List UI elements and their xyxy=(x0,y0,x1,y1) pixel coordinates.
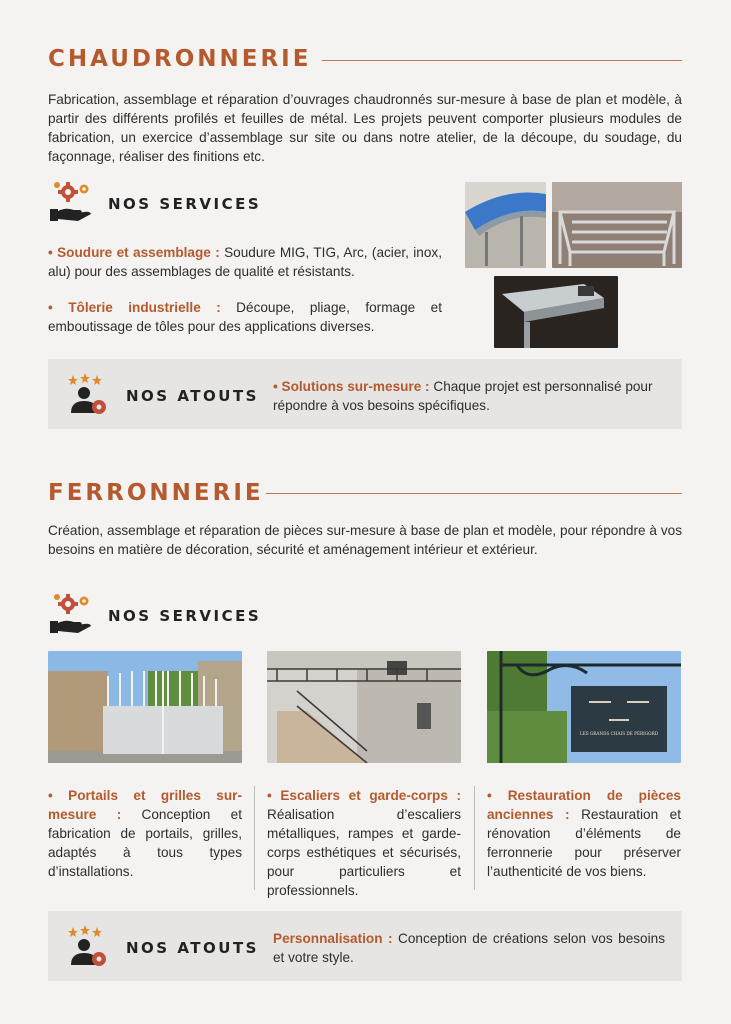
atouts-label: NOS ATOUTS xyxy=(126,387,259,405)
services-label: NOS SERVICES xyxy=(108,194,262,213)
sheet-metal-photo xyxy=(494,276,618,348)
conveyor-photo xyxy=(465,182,546,268)
services-label: NOS SERVICES xyxy=(108,606,262,625)
ferronnerie-intro: Création, assemblage et réparation de pièces sur-mesure à base de plan et modèle, pour répondre à vos besoins en matière de décoration, sécurité et aménagement intérieur et extérieur. xyxy=(48,523,682,557)
column-restauration: • Restauration de pièces anciennes : Restauration et rénovation d’éléments de ferronnerie pour préserver l’authenticité de vos biens. xyxy=(487,788,682,879)
title-rule xyxy=(266,493,682,494)
atouts-label: NOS ATOUTS xyxy=(126,939,259,957)
atouts-text: Personnalisation : Conception de créations selon vos besoins et votre style. xyxy=(273,931,665,965)
gate-photo xyxy=(48,651,242,763)
column-portails: • Portails et grilles sur-mesure : Conception et fabrication de portails, grilles, adaptés à tous types d’installations. xyxy=(48,788,242,879)
gear-hand-icon xyxy=(48,179,94,228)
service-item: • Soudure et assemblage : Soudure MIG, TIG, Arc, (acier, inox, alu) pour des assemblages de qualité et résistants. xyxy=(48,245,442,279)
sign-photo xyxy=(487,651,681,763)
stairs-photo xyxy=(267,651,461,763)
column-divider xyxy=(254,786,255,890)
gear-hand-icon xyxy=(48,591,94,640)
services-heading xyxy=(48,591,261,640)
person-stars-icon xyxy=(66,925,112,974)
atouts-panel xyxy=(48,359,682,429)
services-heading xyxy=(48,179,261,228)
atouts-panel xyxy=(48,911,682,981)
atouts-text: • Solutions sur-mesure : Chaque projet est personnalisé pour répondre à vos besoins spécifiques. xyxy=(273,379,653,413)
steel-frame-photo xyxy=(552,182,682,268)
service-item: • Tôlerie industrielle : Découpe, pliage, formage et emboutissage de tôles pour des applications diverses. xyxy=(48,300,443,334)
sign-text: LES GRANDS CHAIS DE PÉRIGORD xyxy=(579,731,659,736)
column-divider xyxy=(474,786,475,890)
column-escaliers: • Escaliers et garde-corps : Réalisation d’escaliers métalliques, rampes et garde-corps esthétiques et sécurisés, pour particuliers et professionnels. xyxy=(267,788,461,898)
section-title-chaudronnerie: CHAUDRONNERIE xyxy=(48,46,312,72)
title-rule xyxy=(322,60,682,61)
section-title-ferronnerie: FERRONNERIE xyxy=(48,480,264,506)
chaudronnerie-intro: Fabrication, assemblage et réparation d’ouvrages chaudronnés sur-mesure à base de plan et modèle, à partir des différents profilés et feuilles de métal. Les projets peuvent comporter plusieurs modules de fabrication, un exercice d’assemblage sur site ou dans notre atelier, de la découpe, du soudage, du façonnage, réaliser des finitions etc. xyxy=(48,92,682,164)
person-stars-icon xyxy=(66,373,112,422)
